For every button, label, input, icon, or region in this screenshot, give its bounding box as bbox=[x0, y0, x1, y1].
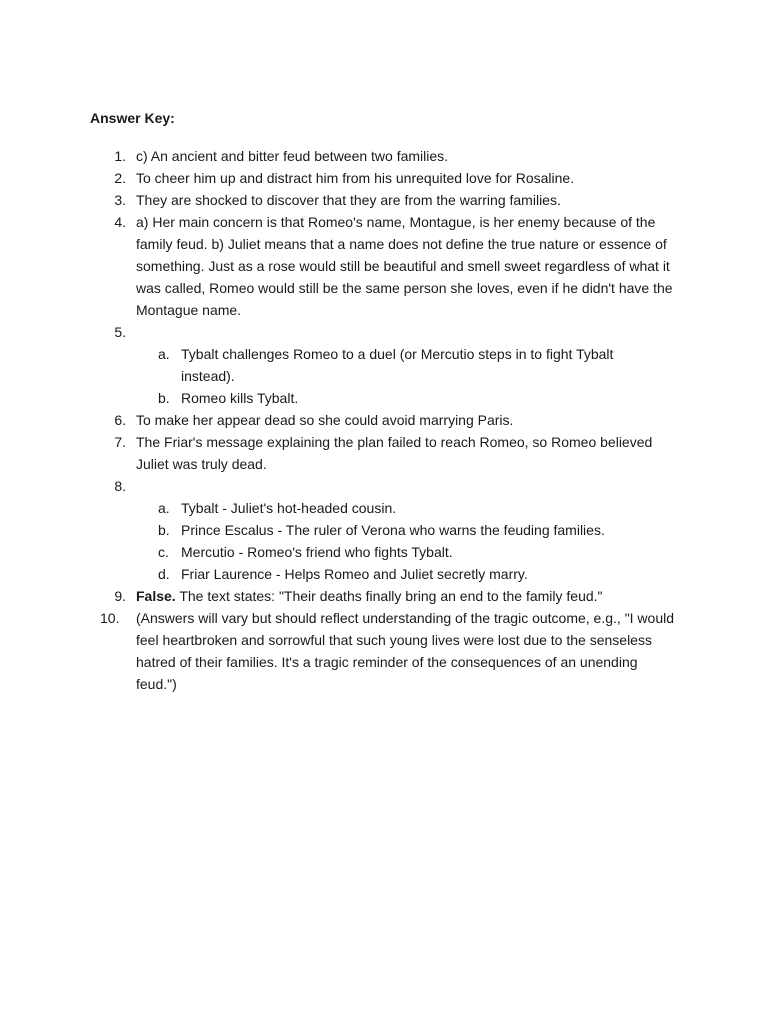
answer-number: 3. bbox=[114, 192, 126, 208]
sub-answer-item bbox=[136, 519, 651, 541]
answer-text: To make her appear dead so she could avoid marrying Paris. bbox=[136, 412, 514, 428]
answer-item-8 bbox=[0, 475, 676, 585]
answer-number: 7. bbox=[114, 434, 126, 450]
sub-answer-letter: c. bbox=[158, 544, 169, 560]
answer-text: The Friar's message explaining the plan failed to reach Romeo, so Romeo believed Juliet was truly dead. bbox=[136, 434, 653, 472]
blank-line bbox=[136, 475, 676, 497]
sub-answer-item bbox=[136, 497, 651, 519]
answer-number: 1. bbox=[114, 148, 126, 164]
answer-list bbox=[0, 145, 768, 695]
sub-answer-letter: b. bbox=[158, 390, 170, 406]
answer-key-heading: Answer Key: bbox=[90, 110, 175, 126]
sub-answer-item bbox=[136, 541, 651, 563]
answer-text: They are shocked to discover that they are from the warring families. bbox=[136, 192, 561, 208]
answer-text: a) Her main concern is that Romeo's name, Montague, is her enemy because of the family feud. b) Juliet means that a name does not define the true nature or essence of something. Just as a rose would still be beautiful and smell sweet regardless of what it was called, Romeo would still be the same person she loves, even if he didn't have the Montague name. bbox=[136, 214, 673, 318]
sub-answer-letter: a. bbox=[158, 500, 170, 516]
answer-item-6 bbox=[0, 409, 676, 431]
sub-answer-text: Tybalt - Juliet's hot-headed cousin. bbox=[181, 500, 397, 516]
sub-answer-text: Prince Escalus - The ruler of Verona who warns the feuding families. bbox=[181, 522, 605, 538]
answer-number: 8. bbox=[114, 478, 126, 494]
sub-answer-text: Romeo kills Tybalt. bbox=[181, 390, 299, 406]
answer-text: To cheer him up and distract him from his unrequited love for Rosaline. bbox=[136, 170, 575, 186]
answer-number: 2. bbox=[114, 170, 126, 186]
sub-answer-letter: b. bbox=[158, 522, 170, 538]
blank-line bbox=[136, 321, 676, 343]
sub-answer-item bbox=[136, 343, 651, 387]
answer-number: 10. bbox=[100, 610, 120, 626]
answer-text: c) An ancient and bitter feud between two families. bbox=[136, 148, 449, 164]
sub-answer-letter: d. bbox=[158, 566, 170, 582]
answer-text: The text states: "Their deaths finally bring an end to the family feud." bbox=[175, 588, 603, 604]
answer-item-5 bbox=[0, 321, 676, 409]
answer-item-2 bbox=[0, 167, 676, 189]
sub-answer-item bbox=[136, 387, 651, 409]
answer-number: 4. bbox=[114, 214, 126, 230]
answer-item-7 bbox=[0, 431, 676, 475]
answer-text: (Answers will vary but should reflect understanding of the tragic outcome, e.g., "I would feel heartbroken and sorrowful that such young lives were lost due to the senseless hatred of their families. It's a tragic reminder of the consequences of an unending feud.") bbox=[136, 610, 675, 692]
sub-answer-text: Mercutio - Romeo's friend who fights Tybalt. bbox=[181, 544, 453, 560]
sub-answer-list bbox=[136, 343, 676, 409]
sub-answer-letter: a. bbox=[158, 346, 170, 362]
answer-bold-prefix: False. bbox=[136, 588, 176, 604]
answer-item-3 bbox=[0, 189, 676, 211]
sub-answer-list bbox=[136, 497, 676, 585]
answer-number: 9. bbox=[114, 588, 126, 604]
sub-answer-item bbox=[136, 563, 651, 585]
sub-answer-text: Friar Laurence - Helps Romeo and Juliet secretly marry. bbox=[181, 566, 528, 582]
answer-item-1 bbox=[0, 145, 676, 167]
answer-item-9 bbox=[0, 585, 676, 607]
answer-number: 5. bbox=[114, 324, 126, 340]
answer-item-4 bbox=[0, 211, 676, 321]
answer-number: 6. bbox=[114, 412, 126, 428]
answer-item-10 bbox=[0, 607, 676, 695]
sub-answer-text: Tybalt challenges Romeo to a duel (or Mercutio steps in to fight Tybalt instead). bbox=[181, 346, 614, 384]
